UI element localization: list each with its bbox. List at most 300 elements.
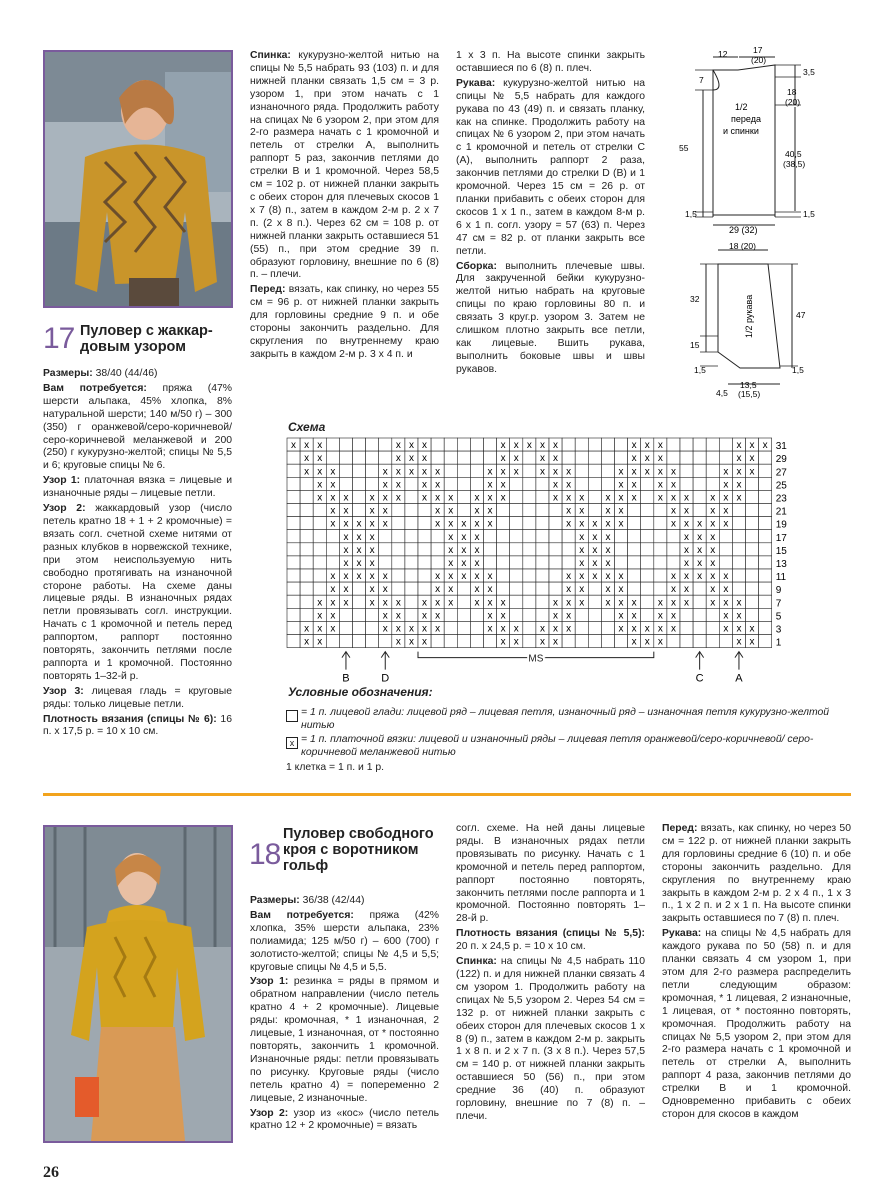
- chart-cell-x: x: [408, 466, 414, 478]
- chart-cell: [287, 582, 300, 595]
- chart-cell-x: x: [422, 466, 428, 478]
- chart-cell: [549, 504, 562, 517]
- chart-cell-x: x: [395, 440, 401, 452]
- chart-cell-x: x: [710, 505, 716, 517]
- chart-cell-x: x: [448, 505, 454, 517]
- chart-cell: [366, 608, 379, 621]
- chart-cell-x: x: [435, 518, 441, 530]
- chart-cell: [457, 595, 470, 608]
- chart-cell: [759, 582, 772, 595]
- p18-spec-text: пряжа (42% хлопка, 35% шерсти альпака, 23% полиамида; 125 м/50 г) – 600 (700) г золотисто-желтой; спицы № 4,5 и 5,5; круговые спицы № 4,5 и 5,5.: [250, 909, 439, 973]
- chart-cell: [353, 504, 366, 517]
- chart-cell-x: x: [500, 636, 506, 648]
- chart-cell: [746, 595, 759, 608]
- chart-row-label: 31: [775, 441, 787, 453]
- chart-cell: [353, 490, 366, 503]
- chart-cell-x: x: [343, 492, 349, 504]
- chart-cell-x: x: [592, 518, 598, 530]
- chart-cell-x: x: [579, 597, 585, 609]
- chart-cell: [457, 490, 470, 503]
- chart-cell: [444, 464, 457, 477]
- chart-cell: [523, 543, 536, 556]
- chart-row-label: 15: [775, 545, 787, 557]
- knitting-chart: [285, 436, 805, 686]
- chart-cell: [732, 582, 745, 595]
- chart-cell: [536, 504, 549, 517]
- chart-cell: [287, 490, 300, 503]
- chart-cell: [706, 477, 719, 490]
- photo-pattern-17: [43, 50, 233, 308]
- p17-spec-label: Узор 3:: [43, 685, 84, 697]
- chart-cell: [326, 556, 339, 569]
- chart-cell: [444, 635, 457, 648]
- chart-cell: [588, 464, 601, 477]
- chart-cell: [287, 556, 300, 569]
- chart-cell: [759, 569, 772, 582]
- chart-cell-x: x: [618, 623, 624, 635]
- chart-cell-x: x: [330, 492, 336, 504]
- chart-cell-x: x: [566, 584, 572, 596]
- chart-cell-x: x: [435, 479, 441, 491]
- chart-cell-x: x: [474, 492, 480, 504]
- chart-cell-x: x: [526, 440, 532, 452]
- p18-spec-paragraph: [250, 976, 439, 1105]
- chart-cell: [339, 438, 352, 451]
- chart-cell-x: x: [408, 623, 414, 635]
- body-dim-top: 12: [718, 49, 728, 59]
- chart-cell: [300, 490, 313, 503]
- chart-cell: [287, 595, 300, 608]
- chart-cell: [575, 477, 588, 490]
- chart-cell: [326, 530, 339, 543]
- chart-cell-x: x: [566, 479, 572, 491]
- chart-cell: [470, 438, 483, 451]
- chart-cell: [759, 543, 772, 556]
- p17-spec-text: лицевая гладь = круговые ряды: только лицевые петли.: [43, 685, 233, 710]
- p18-col3-paragraph: [662, 928, 851, 1122]
- chart-cell: [536, 608, 549, 621]
- chart-cell: [523, 582, 536, 595]
- chart-cell-x: x: [710, 558, 716, 569]
- chart-cell-x: x: [631, 440, 637, 452]
- chart-cell: [706, 464, 719, 477]
- chart-cell-x: x: [670, 597, 676, 609]
- chart-cell-x: x: [710, 597, 716, 609]
- chart-cell-x: x: [592, 531, 598, 543]
- chart-row-label: 25: [775, 480, 787, 492]
- chart-cell: [510, 477, 523, 490]
- p18-spec-text: узор из «кос» (число петель кратно 12 + 2 кромочные) = вязать: [250, 1107, 439, 1132]
- chart-cell-x: x: [291, 440, 297, 452]
- chart-cell-x: x: [605, 518, 611, 530]
- chart-cell: [405, 569, 418, 582]
- chart-cell-x: x: [330, 571, 336, 583]
- chart-cell-x: x: [736, 636, 742, 648]
- chart-cell: [628, 543, 641, 556]
- chart-cell-x: x: [579, 558, 585, 569]
- p17-spec-text: 38/40 (44/46): [92, 368, 158, 379]
- chart-cell: [497, 504, 510, 517]
- chart-arrow-label: D: [381, 672, 390, 685]
- chart-cell-x: x: [618, 466, 624, 478]
- chart-cell: [746, 490, 759, 503]
- chart-cell-x: x: [330, 518, 336, 530]
- chart-cell-x: x: [553, 479, 559, 491]
- chart-cell: [457, 582, 470, 595]
- chart-cell: [746, 543, 759, 556]
- chart-cell: [588, 608, 601, 621]
- p18-col2-text: на спицы № 4,5 набрать 110 (122) п. и для нижней планки связать 4 см узором 1. Продолжить работу на спицах № 5,5 узором 2. Через 54 см = 132 р. от нижней планки закрыть с обеих сторон для плечевых скосов 1 x 8 (9) п., затем в каждом 2-м р. закрыть 1 x 8 п. и 2 x 7 п. (3 x 8 п.). Через 57,5 см = 140 р. от нижней планки закрыть оставшиеся 50 (56) п., при этом средние 36 (40) п. образуют горловину, внешние по 7 (8) п. – плечи.: [456, 956, 645, 1122]
- chart-cell: [366, 635, 379, 648]
- chart-cell-x: x: [461, 571, 467, 583]
- chart-cell-x: x: [657, 440, 663, 452]
- chart-cell: [339, 635, 352, 648]
- chart-cell: [601, 477, 614, 490]
- chart-cell: [444, 621, 457, 634]
- p17-col3-text: выполнить плечевые швы. Для закрученной бейки кукурузно-желтой нитью набрать на круговые спицы по краю горловины 80 п. и связать 3 круг.р. узором 3. Затем не слишком плотно закрыть все петли, как лицевые. Вшить рукава, выполнить боковые швы и швы рукавов.: [456, 260, 645, 375]
- chart-cell-x: x: [448, 558, 454, 569]
- p17-spec-label: Размеры:: [43, 368, 93, 379]
- chart-cell-x: x: [749, 440, 755, 452]
- body-dim-hem-right: 1,5: [803, 209, 815, 219]
- chart-cell: [366, 438, 379, 451]
- chart-cell: [353, 608, 366, 621]
- chart-row-label: 27: [775, 467, 787, 479]
- legend-item-1: = 1 п. лицевой глади: лицевой ряд – лицевая петля, изнаночный ряд – изнаночная петля кукурузно-желтой нитью: [301, 707, 830, 731]
- chart-cell: [746, 608, 759, 621]
- chart-cell: [588, 635, 601, 648]
- chart-cell: [667, 556, 680, 569]
- chart-cell: [575, 451, 588, 464]
- chart-cell: [759, 530, 772, 543]
- page-number: 26: [43, 1164, 59, 1181]
- chart-cell-x: x: [723, 479, 729, 491]
- chart-cell: [379, 556, 392, 569]
- chart-cell-x: x: [539, 466, 545, 478]
- chart-cell: [719, 451, 732, 464]
- chart-cell-x: x: [579, 492, 585, 504]
- chart-cell: [287, 530, 300, 543]
- chart-cell: [523, 635, 536, 648]
- chart-cell-x: x: [723, 597, 729, 609]
- chart-cell-x: x: [684, 531, 690, 543]
- pattern-18-column-3: [662, 823, 851, 1124]
- chart-cell-x: x: [710, 571, 716, 583]
- chart-cell-x: x: [579, 505, 585, 517]
- chart-cell: [615, 635, 628, 648]
- chart-cell: [366, 477, 379, 490]
- chart-cell: [746, 530, 759, 543]
- chart-cell: [523, 504, 536, 517]
- chart-cell-x: x: [356, 571, 362, 583]
- chart-cell: [431, 543, 444, 556]
- chart-cell: [628, 582, 641, 595]
- pattern-18-title: Пуловер свободного кроя с воротником гольф: [283, 826, 434, 874]
- chart-cell-x: x: [330, 610, 336, 622]
- chart-cell-x: x: [500, 453, 506, 465]
- chart-cell: [484, 530, 497, 543]
- chart-cell: [588, 621, 601, 634]
- chart-cell-x: x: [422, 453, 428, 465]
- chart-cell-x: x: [657, 597, 663, 609]
- chart-cell: [759, 517, 772, 530]
- chart-cell: [457, 608, 470, 621]
- chart-cell-x: x: [723, 584, 729, 596]
- chart-cell: [706, 621, 719, 634]
- chart-cell: [339, 477, 352, 490]
- chart-cell-x: x: [553, 440, 559, 452]
- chart-cell: [484, 556, 497, 569]
- chart-cell-x: x: [304, 453, 310, 465]
- p18-spec-paragraph: [250, 1108, 439, 1134]
- chart-cell: [615, 451, 628, 464]
- chart-cell-x: x: [697, 544, 703, 556]
- chart-cell: [497, 530, 510, 543]
- p18-col2-label: Спинка:: [456, 956, 497, 968]
- chart-cell-x: x: [330, 584, 336, 596]
- body-label-1: 1/2: [735, 102, 748, 112]
- chart-cell: [287, 569, 300, 582]
- chart-cell-x: x: [422, 479, 428, 491]
- chart-cell-x: x: [474, 558, 480, 569]
- chart-cell-x: x: [736, 466, 742, 478]
- chart-cell: [693, 451, 706, 464]
- chart-cell: [654, 504, 667, 517]
- chart-cell: [431, 635, 444, 648]
- chart-cell: [601, 451, 614, 464]
- chart-cell: [575, 438, 588, 451]
- chart-cell: [300, 608, 313, 621]
- chart-cell-x: x: [356, 558, 362, 569]
- chart-cell: [615, 543, 628, 556]
- chart-cell: [746, 556, 759, 569]
- chart-cell: [641, 490, 654, 503]
- chart-cell: [641, 543, 654, 556]
- chart-cell-x: x: [474, 505, 480, 517]
- chart-cell: [562, 543, 575, 556]
- chart-cell-x: x: [435, 571, 441, 583]
- chart-cell: [510, 490, 523, 503]
- chart-cell-x: x: [553, 636, 559, 648]
- chart-cell-x: x: [500, 492, 506, 504]
- chart-cell: [759, 608, 772, 621]
- chart-cell-x: x: [736, 453, 742, 465]
- chart-cell-x: x: [553, 492, 559, 504]
- chart-cell-x: x: [723, 505, 729, 517]
- chart-cell-x: x: [670, 466, 676, 478]
- chart-cell: [654, 530, 667, 543]
- p18-spec-label: Вам потребуется:: [250, 909, 354, 921]
- p17-spec-paragraph: [43, 503, 232, 684]
- chart-cell-x: x: [657, 453, 663, 465]
- chart-cell: [497, 569, 510, 582]
- p17-col3-paragraph: [456, 78, 645, 259]
- chart-cell: [418, 543, 431, 556]
- body-label-2: переда: [731, 114, 761, 124]
- chart-cell: [339, 451, 352, 464]
- chart-cell: [693, 621, 706, 634]
- chart-cell-x: x: [644, 453, 650, 465]
- chart-cell-x: x: [736, 623, 742, 635]
- chart-cell: [693, 635, 706, 648]
- p17-col2-label: Спинка:: [250, 50, 291, 61]
- chart-cell: [470, 621, 483, 634]
- chart-row-label: 19: [775, 519, 787, 531]
- chart-cell-x: x: [487, 571, 493, 583]
- chart-cell: [759, 504, 772, 517]
- chart-cell-x: x: [330, 597, 336, 609]
- chart-cell-x: x: [317, 597, 323, 609]
- chart-cell: [379, 530, 392, 543]
- chart-cell: [484, 543, 497, 556]
- pattern-17-column-3: [456, 50, 645, 379]
- chart-arrow: [342, 652, 350, 670]
- chart-cell: [405, 608, 418, 621]
- photo-17-illustration: [45, 52, 231, 306]
- chart-cell-x: x: [670, 518, 676, 530]
- chart-cell-x: x: [317, 623, 323, 635]
- chart-cell-x: x: [631, 636, 637, 648]
- chart-row-label: 7: [775, 598, 782, 610]
- chart-cell-x: x: [710, 531, 716, 543]
- chart-cell: [444, 451, 457, 464]
- chart-cell-x: x: [487, 492, 493, 504]
- chart-cell-x: x: [369, 597, 375, 609]
- chart-cell: [615, 556, 628, 569]
- chart-cell: [510, 530, 523, 543]
- chart-arrow-label: B: [342, 672, 350, 685]
- chart-cell-x: x: [487, 584, 493, 596]
- chart-cell: [693, 490, 706, 503]
- chart-cell: [719, 556, 732, 569]
- chart-row-label: 11: [775, 572, 787, 584]
- chart-cell-x: x: [448, 492, 454, 504]
- body-dim-hem-left: 1,5: [685, 209, 697, 219]
- chart-cell-x: x: [539, 623, 545, 635]
- chart-cell-x: x: [553, 610, 559, 622]
- chart-cell-x: x: [422, 440, 428, 452]
- chart-cell: [523, 464, 536, 477]
- chart-cell: [287, 621, 300, 634]
- chart-cell-x: x: [605, 544, 611, 556]
- chart-cell-x: x: [343, 558, 349, 569]
- chart-cell-x: x: [330, 466, 336, 478]
- legend-x-box: x: [286, 737, 298, 749]
- chart-cell: [536, 582, 549, 595]
- chart-cell-x: x: [474, 518, 480, 530]
- p17-spec-paragraph: [43, 714, 232, 740]
- chart-cell: [680, 608, 693, 621]
- chart-cell: [575, 635, 588, 648]
- chart-cell: [470, 464, 483, 477]
- chart-cell: [601, 608, 614, 621]
- chart-cell-x: x: [304, 623, 310, 635]
- chart-cell-x: x: [369, 584, 375, 596]
- chart-cell: [457, 451, 470, 464]
- chart-cell: [300, 556, 313, 569]
- chart-cell-x: x: [395, 479, 401, 491]
- chart-cell: [562, 438, 575, 451]
- chart-cell-x: x: [566, 466, 572, 478]
- chart-cell-x: x: [749, 466, 755, 478]
- chart-cell: [326, 635, 339, 648]
- chart-cell-x: x: [343, 584, 349, 596]
- chart-cell: [353, 438, 366, 451]
- chart-cell: [326, 543, 339, 556]
- chart-cell-x: x: [369, 518, 375, 530]
- chart-cell-x: x: [723, 518, 729, 530]
- sleeve-dim-lower: 15: [690, 340, 700, 350]
- p18-col2-label: Плотность вязания (спицы № 5,5):: [456, 928, 645, 940]
- chart-cell-x: x: [474, 597, 480, 609]
- body-dim-width: 29 (32): [729, 225, 758, 235]
- chart-cell-x: x: [382, 571, 388, 583]
- chart-cell-x: x: [605, 492, 611, 504]
- chart-cell: [536, 490, 549, 503]
- chart-cell-x: x: [461, 531, 467, 543]
- chart-cell-x: x: [697, 571, 703, 583]
- body-dim-slope: 3,5: [803, 67, 815, 77]
- legend-empty-box: [286, 710, 298, 722]
- chart-cell-x: x: [487, 518, 493, 530]
- chart-cell-x: x: [618, 518, 624, 530]
- chart-cell-x: x: [697, 518, 703, 530]
- chart-cell-x: x: [382, 597, 388, 609]
- chart-cell-x: x: [697, 531, 703, 543]
- chart-cell-x: x: [382, 610, 388, 622]
- chart-cell-x: x: [474, 584, 480, 596]
- chart-cell-x: x: [395, 466, 401, 478]
- chart-cell: [300, 530, 313, 543]
- chart-cell-x: x: [382, 479, 388, 491]
- chart-cell-x: x: [684, 505, 690, 517]
- chart-cell-x: x: [579, 571, 585, 583]
- chart-cell: [510, 595, 523, 608]
- chart-cell: [588, 504, 601, 517]
- chart-cell-x: x: [369, 492, 375, 504]
- chart-cell-x: x: [736, 610, 742, 622]
- chart-cell: [379, 543, 392, 556]
- chart-cell-x: x: [369, 505, 375, 517]
- chart-cell: [353, 477, 366, 490]
- chart-cell-x: x: [605, 558, 611, 569]
- chart-cell-x: x: [657, 479, 663, 491]
- chart-cell: [497, 556, 510, 569]
- chart-cell: [287, 635, 300, 648]
- body-dim-side-alt: (38,5): [783, 159, 806, 169]
- chart-cell: [405, 595, 418, 608]
- chart-cell: [313, 582, 326, 595]
- chart-cell-x: x: [435, 623, 441, 635]
- chart-cell: [510, 608, 523, 621]
- chart-cell-x: x: [435, 505, 441, 517]
- chart-cell-x: x: [382, 584, 388, 596]
- chart-cell-x: x: [749, 636, 755, 648]
- chart-cell: [497, 582, 510, 595]
- chart-cell: [405, 543, 418, 556]
- chart-cell: [457, 621, 470, 634]
- p17-spec-paragraph: [43, 475, 232, 501]
- chart-cell-x: x: [710, 518, 716, 530]
- chart-cell: [353, 635, 366, 648]
- section-divider: [43, 793, 851, 796]
- chart-cell-x: x: [513, 636, 519, 648]
- chart-cell: [641, 477, 654, 490]
- chart-cell: [523, 595, 536, 608]
- chart-cell-x: x: [435, 597, 441, 609]
- chart-cell: [405, 556, 418, 569]
- chart-cell-x: x: [579, 531, 585, 543]
